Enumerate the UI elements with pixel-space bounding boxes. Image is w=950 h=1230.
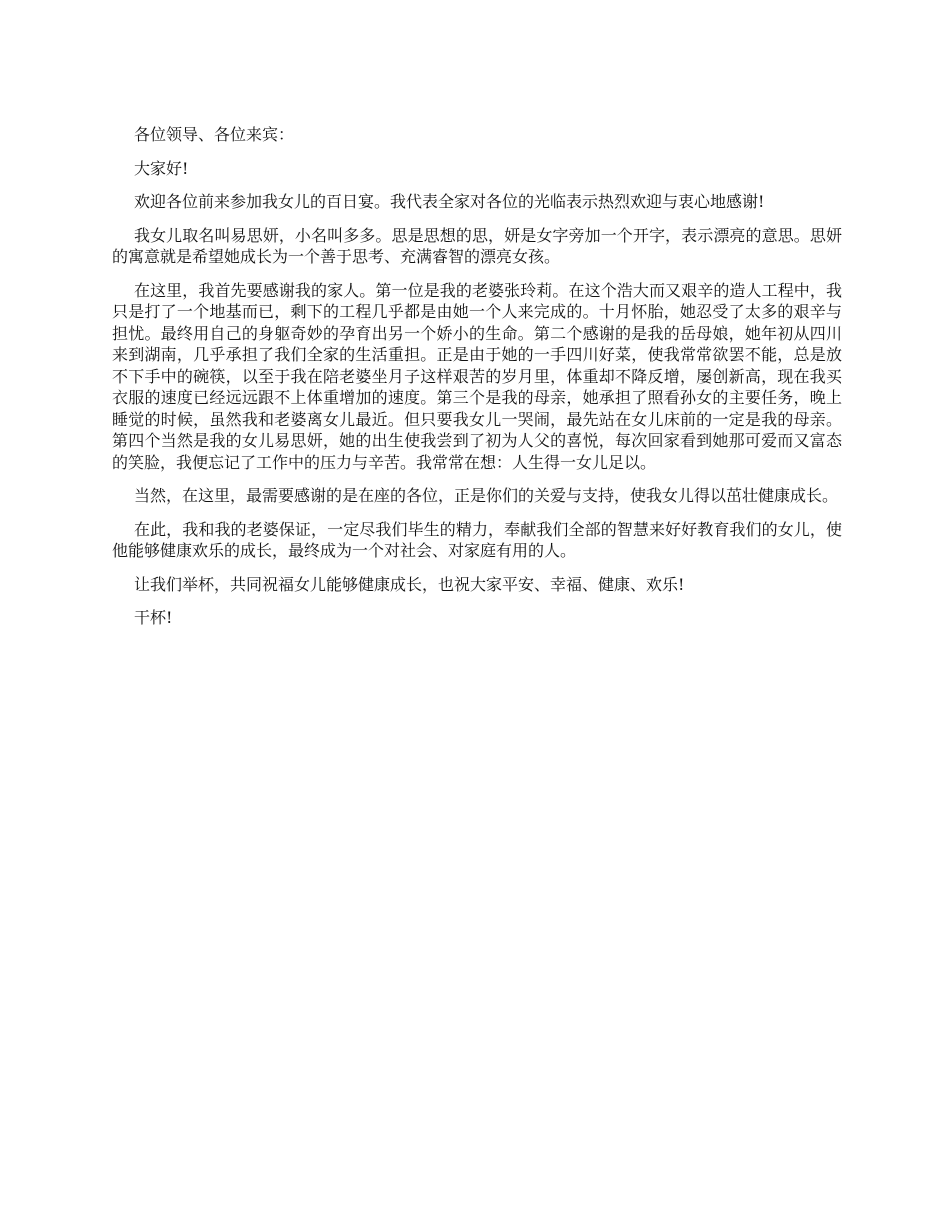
greeting: 大家好!: [134, 158, 189, 178]
paragraph-name-meaning: 我女儿取名叫易思妍，小名叫多多。思是思想的思，妍是女字旁加一个开字，表示漂亮的意思。思妍的寓意就是希望她成长为一个善于思考、充满睿智的漂亮女孩。: [112, 225, 842, 266]
paragraph-promise: 在此，我和我的老婆保证，一定尽我们毕生的精力，奉献我们全部的智慧来好好教育我们的女儿，使他能够健康欢乐的成长，最终成为一个对社会、对家庭有用的人。: [112, 519, 842, 560]
paragraph-toast: 让我们举杯，共同祝福女儿能够健康成长，也祝大家平安、幸福、健康、欢乐!: [134, 574, 685, 594]
document-page: [112, 124, 842, 641]
paragraph-guest-thanks: 当然，在这里，最需要感谢的是在座的各位，正是你们的关爱与支持，使我女儿得以茁壮健康成长。: [134, 486, 839, 505]
salutation: 各位领导、各位来宾：: [134, 125, 295, 144]
paragraph-welcome: 欢迎各位前来参加我女儿的百日宴。我代表全家对各位的光临表示热烈欢迎与衷心地感谢!: [134, 192, 765, 211]
closing-cheers: 干杯!: [134, 608, 173, 627]
paragraph-family-thanks: 在这里，我首先要感谢我的家人。第一位是我的老婆张玲莉。在这个浩大而又艰辛的造人工程中，我只是打了一个地基而已，剩下的工程几乎都是由她一个人来完成的。十月怀胎，她忍受了太多的艰辛与担忧。最终用自己的身躯奇妙的孕育出另一个娇小的生命。第二个感谢的是我的岳母娘，她年初从四川来到湖南，几乎承担了我们全家的生活重担。正是由于她的一手四川好菜，使我常常欲罢不能，总是放不下手中的碗筷，以至于我在陪老婆坐月子这样艰苦的岁月里，体重却不降反增，屡创新高，现在我买衣服的速度已经远远跟不上体重增加的速度。第三个是我的母亲，她承担了照看孙女的主要任务，晚上睡觉的时候，虽然我和老婆离女儿最近。但只要我女儿一哭闹，最先站在女儿床前的一定是我的母亲。第四个当然是我的女儿易思妍，她的出生使我尝到了初为人父的喜悦，每次回家看到她那可爱而又富态的笑脸，我便忘记了工作中的压力与辛苦。我常常在想：人生得一女儿足以。: [112, 280, 842, 472]
